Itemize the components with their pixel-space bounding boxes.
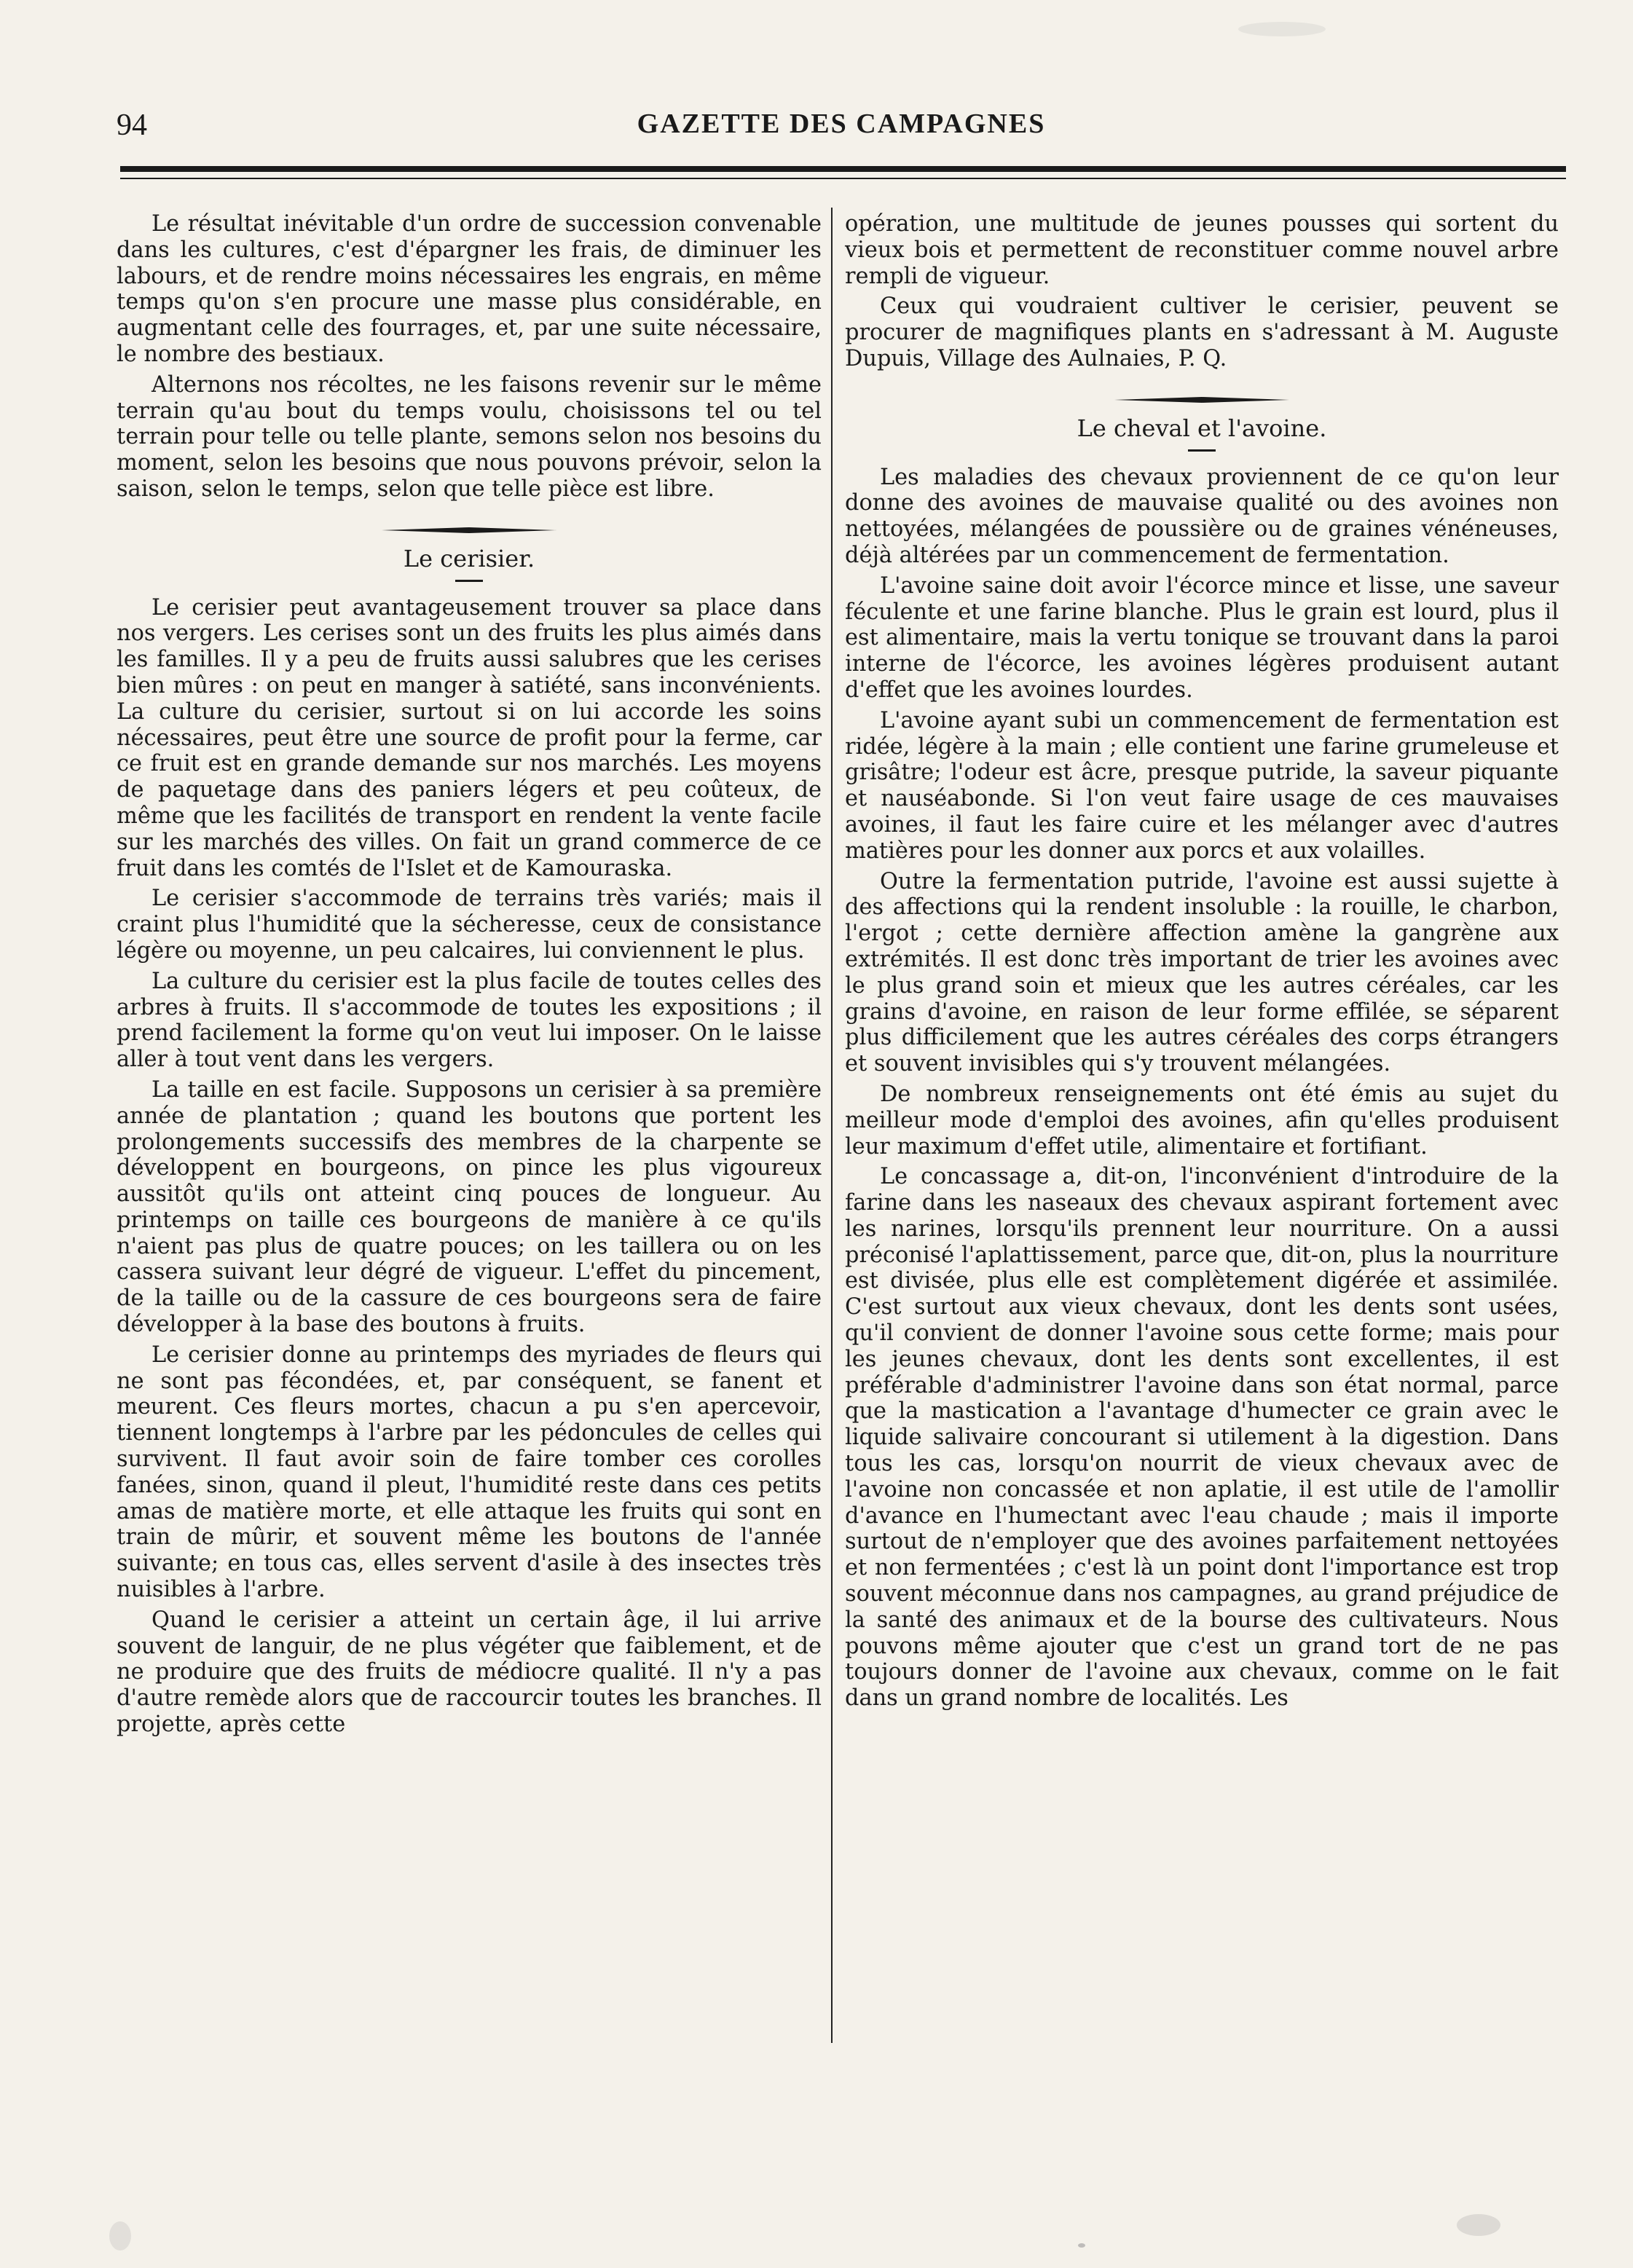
paragraph: Quand le cerisier a atteint un certain âge, il lui arrive souvent de languir, de ne plus végéter que faiblement, et de ne produire que des fruits de médiocre qualité. Il n'y a pas d'autre remède alors que de raccourcir toutes les branches. Il projette, après cette [117,1607,822,1738]
paper-speck [1238,22,1326,36]
paragraph: De nombreux renseignements ont été émis au sujet du meilleur mode d'emploi des avoines, afin qu'elles produisent leur maximum d'effet utile, alimentaire et fortifiant. [845,1081,1559,1159]
section-title-cheval: Le cheval et l'avoine. [1077,414,1327,442]
paper-speck [1078,2243,1085,2248]
header-rule-thick [120,166,1566,172]
paper-speck [1457,2214,1500,2236]
title-dash [455,580,483,582]
paragraph: Le concassage a, dit-on, l'inconvénient d'introduire de la farine dans les naseaux des chevaux aspirant fortement avec les narines, lorsqu'ils prennent leur nourriture. On a aussi préconisé l'aplattissement, parce que, dit-on, plus la nourriture est divisée, plus elle est complètement digérée et assimilée. C'est surtout aux vieux chevaux, dont les dents sont usées, qu'il convient de donner l'avoine sous cette forme; mais pour les jeunes chevaux, dont les dents sont excellentes, il est préférable d'administrer l'avoine dans son état normal, parce que la mastication a l'avantage d'humecter ce grain avec le liquide salivaire concourant si utilement à la digestion. Dans tous les cas, lorsqu'on nourrit de vieux chevaux avec de l'avoine non concassée et non aplatie, il est utile de l'amollir d'avance en l'humectant avec l'eau chaude ; mais il importe surtout de n'employer que des avoines parfaitement nettoyées et non fermentées ; c'est là un point dont l'importance est trop souvent méconnue dans nos campagnes, au grand préjudice de la santé des animaux et de la bourse des cultivateurs. Nous pouvons même ajouter que c'est un grand tort de ne pas toujours donner de l'avoine aux chevaux, comme on le fait dans un grand nombre de localités. Les [845,1164,1559,1712]
right-column [845,211,1559,1716]
paragraph: Le cerisier peut avantageusement trouver sa place dans nos vergers. Les cerises sont un des fruits les plus aimés dans les familles. Il y a peu de fruits aussi salubres que les cerises bien mûres : on peut en manger à satiété, sans inconvénients. La culture du cerisier, surtout si on lui accorde les soins nécessaires, peut être une source de profit pour la ferme, car ce fruit est en grande demande sur nos marchés. Les moyens de paquetage dans des paniers légers et peu coûteux, de même que les facilités de transport en rendent la vente facile sur les marchés des villes. On fait un grand commerce de ce fruit dans les comtés de l'Islet et de Kamouraska. [117,594,822,881]
left-column [117,211,822,1742]
paper-speck [109,2221,131,2251]
paragraph: Le cerisier s'accommode de terrains très variés; mais il craint plus l'humidité que la sécheresse, ceux de consistance légère ou moyenne, un peu calcaires, lui conviennent le plus. [117,886,822,964]
section-ornament [382,523,556,538]
paragraph: Alternons nos récoltes, ne les faisons revenir sur le même terrain qu'au bout du temps voulu, choisissons tel ou tel terrain pour telle ou telle plante, semons selon nos besoins du moment, selon les besoins que nous pouvons prévoir, selon la saison, selon le temps, selon que telle pièce est libre. [117,371,822,502]
page-number: 94 [117,109,147,142]
paragraph: Les maladies des chevaux proviennent de ce qu'on leur donne des avoines de mauvaise qualité ou des avoines non nettoyées, mélangées de poussière ou de graines vénéneuses, déjà altérées par un commencement de fermentation. [845,464,1559,568]
masthead-title: GAZETTE DES CAMPAGNES [637,109,1046,139]
paragraph: Outre la fermentation putride, l'avoine est aussi sujette à des affections qui la rendent insoluble : la rouille, le charbon, l'ergot ; cette dernière affection amène la gangrène aux extrémités. Il est donc très important de trier les avoines avec le plus grand soin et mieux que les autres céréales, car les grains d'avoine, en raison de leur forme effilée, se séparent plus difficilement que les autres céréales des corps étrangers et souvent invisibles qui s'y trouvent mélangées. [845,868,1559,1077]
title-dash [1188,449,1216,452]
header-rule-thin [120,178,1566,179]
paragraph: Ceux qui voudraient cultiver le cerisier, peuvent se procurer de magnifiques plants en s'adressant à M. Auguste Dupuis, Village des Aulnaies, P. Q. [845,294,1559,371]
column-divider [831,208,833,2043]
paragraph: L'avoine saine doit avoir l'écorce mince et lisse, une saveur féculente et une farine blanche. Plus le grain est lourd, plus il est alimentaire, mais la vertu tonique se trouvant dans la paroi interne de l'écorce, les avoines légères produisent autant d'effet que les avoines lourdes. [845,572,1559,703]
section-ornament [1114,393,1289,407]
paragraph: La culture du cerisier est la plus facile de toutes celles des arbres à fruits. Il s'accommode de toutes les expositions ; il prend facilement la forme qu'on veut lui imposer. On le laisse aller à tout vent dans les vergers. [117,968,822,1073]
section-title-cerisier: Le cerisier. [403,544,535,572]
paragraph: opération, une multitude de jeunes pousses qui sortent du vieux bois et permettent de reconstituer comme nouvel arbre rempli de vigueur. [845,211,1559,289]
paragraph: La taille en est facile. Supposons un cerisier à sa première année de plantation ; quand les boutons que portent les prolongements successifs des membres de la charpente se développent en bourgeons, on pince les plus vigoureux aussitôt qu'ils ont atteint cinq pouces de longueur. Au printemps on taille ces bourgeons de manière à ce qu'ils n'aient pas plus de quatre pouces; on les taillera ou on les cassera suivant leur dégré de vigueur. L'effet du pincement, de la taille ou de la cassure de ces bourgeons sera de faire développer à la base des boutons à fruits. [117,1076,822,1338]
paragraph: Le cerisier donne au printemps des myriades de fleurs qui ne sont pas fécondées, et, par conséquent, se fanent et meurent. Ces fleurs mortes, chacun a pu s'en apercevoir, tiennent longtemps à l'arbre par les pédoncules de celles qui survivent. Il faut avoir soin de faire tomber ces corolles fanées, sinon, quand il pleut, l'humidité reste dans ces petits amas de matière morte, et elle attaque les fruits qui sont en train de mûrir, et souvent même les boutons de l'année suivante; en tous cas, elles servent d'asile à des insectes très nuisibles à l'arbre. [117,1342,822,1603]
paragraph: L'avoine ayant subi un commencement de fermentation est ridée, légère à la main ; elle contient une farine grumeleuse et grisâtre; l'odeur est âcre, presque putride, la saveur piquante et nauséabonde. Si l'on veut faire usage de ces mauvaises avoines, il faut les faire cuire et les mélanger avec d'autres matières pour les donner aux porcs et aux volailles. [845,707,1559,864]
page-header [117,108,1566,151]
paragraph: Le résultat inévitable d'un ordre de succession convenable dans les cultures, c'est d'épargner les frais, de diminuer les labours, et de rendre moins nécessaires les engrais, en même temps qu'on s'en procure une masse plus considérable, en augmentant celle des fourrages, et, par une suite nécessaire, le nombre des bestiaux. [117,211,822,367]
